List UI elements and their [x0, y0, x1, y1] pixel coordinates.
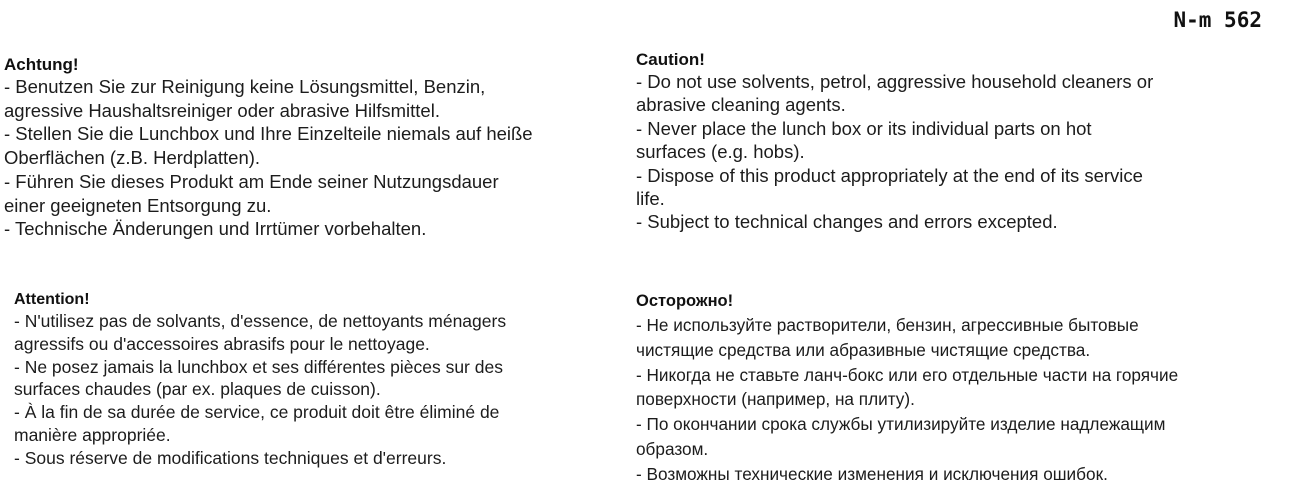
- german-line: Oberflächen (z.B. Herdplatten).: [4, 147, 261, 169]
- german-warning-block: [4, 54, 533, 241]
- russian-line: - Возможны технические изменения и исключения ошибок.: [636, 463, 1108, 484]
- french-line: manière appropriée.: [14, 424, 171, 445]
- russian-line: - По окончании срока службы утилизируйте изделие надлежащим: [636, 414, 1166, 435]
- french-heading: Attention!: [14, 291, 90, 308]
- english-line: - Dispose of this product appropriately at the end of its service: [636, 164, 1143, 186]
- french-line: surfaces chaudes (par ex. plaques de cuisson).: [14, 379, 381, 400]
- russian-line: - Никогда не ставьте ланч-бокс или его отдельные части на горячие: [636, 364, 1179, 385]
- russian-line: чистящие средства или абразивные чистящие средства.: [636, 339, 1091, 360]
- english-line: life.: [636, 188, 665, 210]
- french-line: - À la fin de sa durée de service, ce produit doit être éliminé de: [14, 402, 500, 423]
- german-heading: Achtung!: [4, 55, 79, 74]
- russian-line: поверхности (например, на плиту).: [636, 389, 915, 410]
- german-line: einer geeigneten Entsorgung zu.: [4, 194, 272, 216]
- german-line: - Führen Sie dieses Produkt am Ende seiner Nutzungsdauer: [4, 170, 499, 192]
- french-line: - Ne posez jamais la lunchbox et ses différentes pièces sur des: [14, 356, 503, 377]
- german-line: - Technische Änderungen und Irrtümer vorbehalten.: [4, 218, 427, 240]
- english-heading: Caution!: [636, 50, 705, 69]
- english-line: - Never place the lunch box or its individual parts on hot: [636, 117, 1092, 139]
- document-code: N-m 562: [1173, 8, 1262, 32]
- english-line: - Subject to technical changes and errors excepted.: [636, 211, 1058, 233]
- german-line: agressive Haushaltsreiniger oder abrasive Hilfsmittel.: [4, 99, 440, 121]
- german-line: - Stellen Sie die Lunchbox und Ihre Einzelteile niemals auf heiße: [4, 123, 533, 145]
- german-line: - Benutzen Sie zur Reinigung keine Lösungsmittel, Benzin,: [4, 76, 486, 97]
- english-line: abrasive cleaning agents.: [636, 94, 846, 116]
- french-warning-block: [14, 290, 506, 470]
- french-line: agressifs ou d'accessoires abrasifs pour le nettoyage.: [14, 333, 430, 354]
- english-warning-block: [636, 49, 1153, 234]
- english-line: surfaces (e.g. hobs).: [636, 141, 805, 163]
- english-line: - Do not use solvents, petrol, aggressive household cleaners or: [636, 71, 1154, 92]
- russian-warning-block: [636, 290, 1178, 487]
- russian-line: - Не используйте растворители, бензин, агрессивные бытовые: [636, 315, 1139, 335]
- french-line: - Sous réserve de modifications techniques et d'erreurs.: [14, 447, 447, 468]
- french-line: - N'utilisez pas de solvants, d'essence, de nettoyants ménagers: [14, 311, 507, 331]
- russian-line: образом.: [636, 438, 709, 459]
- russian-heading: Осторожно!: [636, 292, 734, 310]
